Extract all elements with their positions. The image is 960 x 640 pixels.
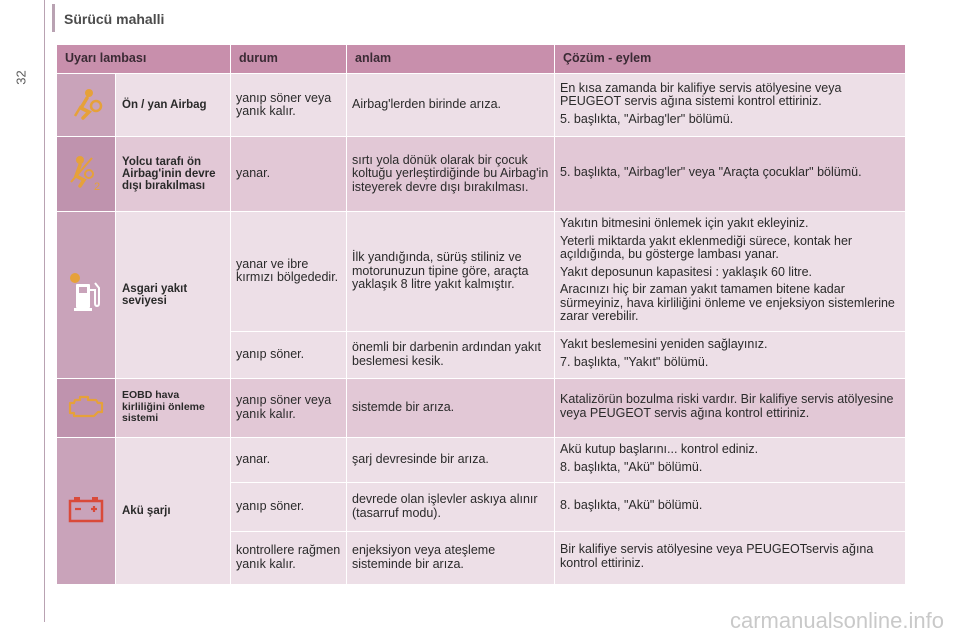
cozum-cell: En kısa zamanda bir kalifiye servis atölyesine veya PEUGEOT servis ağına sistemi kontrol ettiriniz. 5. başlıkta, "Airbag'ler" bölümü. (555, 74, 905, 136)
anlam-cell: şarj devresinde bir arıza. (347, 438, 554, 482)
lamp-name: EOBD hava kirliliğini önleme sistemi (116, 379, 230, 437)
table-header-row (57, 45, 905, 73)
table-row (57, 379, 905, 437)
anlam-cell: Airbag'lerden birinde arıza. (347, 74, 554, 136)
header-uyari-lambasi: Uyarı lambası (57, 45, 230, 73)
page-number: 32 (13, 70, 29, 85)
cozum-cell: 8. başlıkta, "Akü" bölümü. (555, 483, 905, 531)
durum-cell: yanıp söner veya yanık kalır. (231, 74, 346, 136)
anlam-cell: önemli bir darbenin ardından yakıt beslemesi kesik. (347, 332, 554, 378)
svg-text:2: 2 (94, 181, 101, 193)
durum-cell: yanıp söner. (231, 483, 346, 531)
table-row (57, 137, 905, 211)
header-mark (52, 4, 55, 32)
durum-cell: yanar. (231, 438, 346, 482)
header-cozum: Çözüm - eylem (555, 45, 905, 73)
lamp-name: Akü şarjı (116, 438, 230, 584)
header-anlam: anlam (347, 45, 554, 73)
table-row (57, 212, 905, 331)
durum-cell: kontrollere rağmen yanık kalır. (231, 532, 346, 584)
anlam-cell: sırtı yola dönük olarak bir çocuk koltuğu yerleştirdiğinde bu Airbag'in isteyerek devre dışı bırakılması. (347, 137, 554, 211)
warning-lamp-table (56, 44, 906, 585)
anlam-cell: devrede olan işlevler askıya alınır (tasarruf modu). (347, 483, 554, 531)
anlam-cell: İlk yandığında, sürüş stiliniz ve motorunuzun tipine göre, araçta yaklaşık 8 litre yakıt kalmıştır. (347, 212, 554, 331)
lamp-name: Ön / yan Airbag (116, 74, 230, 136)
engine-emission-icon (57, 379, 115, 437)
battery-icon (57, 438, 115, 584)
cozum-cell: Yakıt beslemesini yeniden sağlayınız. 7. başlıkta, "Yakıt" bölümü. (555, 332, 905, 378)
lamp-name: Yolcu tarafı ön Airbag'inin devre dışı bırakılması (116, 137, 230, 211)
anlam-cell: sistemde bir arıza. (347, 379, 554, 437)
durum-cell: yanar ve ibre kırmızı bölgededir. (231, 212, 346, 331)
table-row (57, 74, 905, 136)
cozum-cell: Katalizörün bozulma riski vardır. Bir kalifiye servis atölyesine veya PEUGEOT servis ağına kontrol ettiriniz. (555, 379, 905, 437)
durum-cell: yanıp söner. (231, 332, 346, 378)
section-title: Sürücü mahalli (64, 11, 165, 27)
lamp-name: Asgari yakıt seviyesi (116, 212, 230, 378)
durum-cell: yanar. (231, 137, 346, 211)
cozum-cell: Bir kalifiye servis atölyesine veya PEUGEOTservis ağına kontrol ettiriniz. (555, 532, 905, 584)
cozum-cell: 5. başlıkta, "Airbag'ler" veya "Araçta çocuklar" bölümü. (555, 137, 905, 211)
cozum-cell: Akü kutup başlarını... kontrol ediniz. 8. başlıkta, "Akü" bölümü. (555, 438, 905, 482)
passenger-airbag-off-icon (57, 137, 115, 211)
header-durum: durum (231, 45, 346, 73)
watermark: carmanualsonline.info (729, 608, 944, 633)
anlam-cell: enjeksiyon veya ateşleme sisteminde bir arıza. (347, 532, 554, 584)
durum-cell: yanıp söner veya yanık kalır. (231, 379, 346, 437)
table-row (57, 438, 905, 482)
cozum-cell: Yakıtın bitmesini önlemek için yakıt ekleyiniz. Yeterli miktarda yakıt eklenmediği sürece, kontak her açıldığında, bu gösterge lambası yanar. Yakıt deposunun kapasitesi : yaklaşık 60 litre. Aracınızı hiç bir zaman yakıt tamamen bitene kadar sürmeyiniz, hava kirliliğini önleme ve enjeksiyon sistemlerine zarar verebilir. (555, 212, 905, 331)
airbag-front-side-icon (57, 74, 115, 136)
fuel-pump-icon (57, 212, 115, 378)
margin-line (44, 0, 45, 622)
